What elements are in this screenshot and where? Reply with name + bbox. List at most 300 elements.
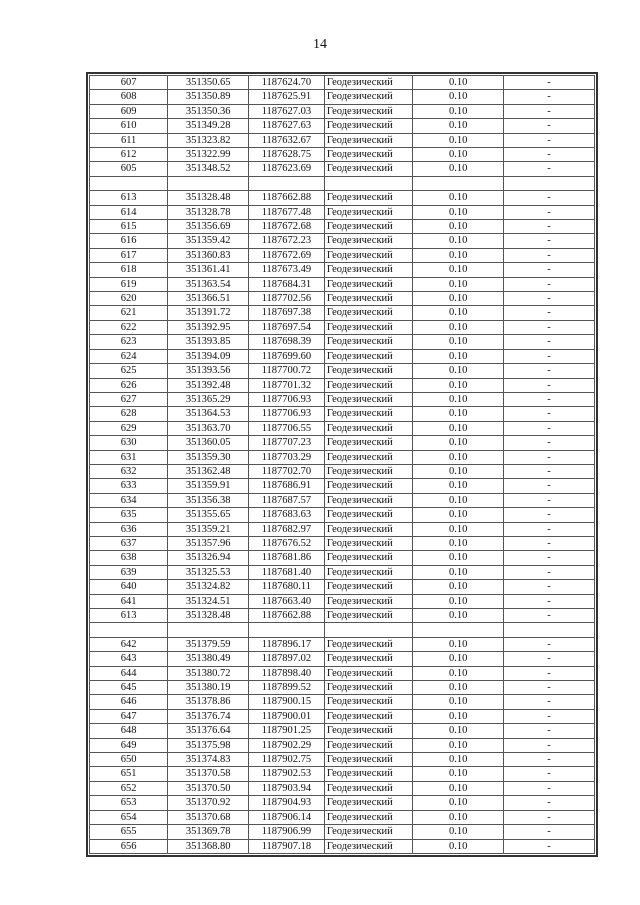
point-number: 650 <box>90 753 168 767</box>
point-number: 625 <box>90 364 168 378</box>
point-number: 644 <box>90 666 168 680</box>
method-cell: Геодезический <box>324 781 412 795</box>
description-cell: - <box>504 104 595 118</box>
point-number: 608 <box>90 90 168 104</box>
description-cell: - <box>504 162 595 176</box>
coordinate-x: 351366.51 <box>168 292 249 306</box>
description-cell: - <box>504 90 595 104</box>
description-cell: - <box>504 320 595 334</box>
coordinate-x: 351365.29 <box>168 392 249 406</box>
description-cell: - <box>504 263 595 277</box>
accuracy-cell: 0.10 <box>413 320 504 334</box>
method-cell: Геодезический <box>324 421 412 435</box>
coordinate-y: 1187625.91 <box>249 90 325 104</box>
table-row <box>90 594 595 608</box>
table-row <box>90 248 595 262</box>
coordinate-x: 351370.50 <box>168 781 249 795</box>
method-cell: Геодезический <box>324 450 412 464</box>
coordinate-x: 351376.64 <box>168 724 249 738</box>
description-cell: - <box>504 796 595 810</box>
accuracy-cell: 0.10 <box>413 753 504 767</box>
coordinate-x: 351356.69 <box>168 220 249 234</box>
description-cell: - <box>504 479 595 493</box>
description-cell: - <box>504 220 595 234</box>
description-cell: - <box>504 580 595 594</box>
accuracy-cell: 0.10 <box>413 436 504 450</box>
table-row <box>90 335 595 349</box>
method-cell: Геодезический <box>324 479 412 493</box>
accuracy-cell: 0.10 <box>413 306 504 320</box>
coordinate-x: 351380.19 <box>168 681 249 695</box>
method-cell: Геодезический <box>324 609 412 623</box>
accuracy-cell: 0.10 <box>413 220 504 234</box>
coordinate-y: 1187902.53 <box>249 767 325 781</box>
accuracy-cell: 0.10 <box>413 796 504 810</box>
coordinate-x: 351350.89 <box>168 90 249 104</box>
description-cell: - <box>504 306 595 320</box>
accuracy-cell: 0.10 <box>413 464 504 478</box>
coordinate-x: 351378.86 <box>168 695 249 709</box>
coordinate-y: 1187672.68 <box>249 220 325 234</box>
coordinate-y: 1187623.69 <box>249 162 325 176</box>
method-cell: Геодезический <box>324 825 412 839</box>
accuracy-cell: 0.10 <box>413 277 504 291</box>
table-row <box>90 306 595 320</box>
method-cell: Геодезический <box>324 407 412 421</box>
method-cell: Геодезический <box>324 104 412 118</box>
coordinate-x: 351375.98 <box>168 738 249 752</box>
coordinates-table <box>86 72 598 857</box>
accuracy-cell: 0.10 <box>413 148 504 162</box>
coordinate-y: 1187900.01 <box>249 709 325 723</box>
point-number: 627 <box>90 392 168 406</box>
coordinate-x: 351324.82 <box>168 580 249 594</box>
method-cell: Геодезический <box>324 119 412 133</box>
point-number: 652 <box>90 781 168 795</box>
method-cell: Геодезический <box>324 522 412 536</box>
description-cell: - <box>504 508 595 522</box>
point-number: 635 <box>90 508 168 522</box>
description-cell: - <box>504 609 595 623</box>
method-cell: Геодезический <box>324 292 412 306</box>
point-number: 642 <box>90 637 168 651</box>
accuracy-cell: 0.10 <box>413 781 504 795</box>
coordinate-x: 351370.58 <box>168 767 249 781</box>
coordinate-y: 1187686.91 <box>249 479 325 493</box>
point-number: 607 <box>90 76 168 90</box>
coordinate-y: 1187703.29 <box>249 450 325 464</box>
coordinate-x: 351362.48 <box>168 464 249 478</box>
point-number: 636 <box>90 522 168 536</box>
coordinate-x: 351380.72 <box>168 666 249 680</box>
description-cell: - <box>504 421 595 435</box>
coordinate-x: 351369.78 <box>168 825 249 839</box>
method-cell: Геодезический <box>324 205 412 219</box>
coordinate-y: 1187699.60 <box>249 349 325 363</box>
description-cell: - <box>504 810 595 824</box>
description-cell: - <box>504 205 595 219</box>
coordinate-x: 351370.68 <box>168 810 249 824</box>
point-number: 610 <box>90 119 168 133</box>
coordinate-y: 1187627.03 <box>249 104 325 118</box>
table-row <box>90 148 595 162</box>
accuracy-cell: 0.10 <box>413 551 504 565</box>
table-row <box>90 580 595 594</box>
point-number: 620 <box>90 292 168 306</box>
empty-cell <box>413 176 504 190</box>
description-cell: - <box>504 349 595 363</box>
point-number: 639 <box>90 565 168 579</box>
empty-cell <box>90 176 168 190</box>
description-cell: - <box>504 407 595 421</box>
coordinate-x: 351392.95 <box>168 320 249 334</box>
method-cell: Геодезический <box>324 378 412 392</box>
coordinate-x: 351326.94 <box>168 551 249 565</box>
coordinate-x: 351348.52 <box>168 162 249 176</box>
accuracy-cell: 0.10 <box>413 709 504 723</box>
method-cell: Геодезический <box>324 738 412 752</box>
accuracy-cell: 0.10 <box>413 810 504 824</box>
accuracy-cell: 0.10 <box>413 839 504 853</box>
description-cell: - <box>504 148 595 162</box>
coordinate-y: 1187900.15 <box>249 695 325 709</box>
point-number: 613 <box>90 609 168 623</box>
point-number: 621 <box>90 306 168 320</box>
method-cell: Геодезический <box>324 234 412 248</box>
point-number: 611 <box>90 133 168 147</box>
method-cell: Геодезический <box>324 306 412 320</box>
page-number: 14 <box>313 37 327 52</box>
description-cell: - <box>504 637 595 651</box>
description-cell: - <box>504 825 595 839</box>
description-cell: - <box>504 753 595 767</box>
accuracy-cell: 0.10 <box>413 637 504 651</box>
table-row <box>90 753 595 767</box>
coordinate-x: 351328.48 <box>168 191 249 205</box>
accuracy-cell: 0.10 <box>413 90 504 104</box>
accuracy-cell: 0.10 <box>413 76 504 90</box>
coordinate-x: 351350.65 <box>168 76 249 90</box>
coordinate-y: 1187628.75 <box>249 148 325 162</box>
table-row <box>90 839 595 853</box>
coordinate-y: 1187662.88 <box>249 609 325 623</box>
description-cell: - <box>504 767 595 781</box>
method-cell: Геодезический <box>324 810 412 824</box>
accuracy-cell: 0.10 <box>413 493 504 507</box>
method-cell: Геодезический <box>324 392 412 406</box>
coordinate-y: 1187672.23 <box>249 234 325 248</box>
coordinate-x: 351323.82 <box>168 133 249 147</box>
coordinate-y: 1187902.29 <box>249 738 325 752</box>
description-cell: - <box>504 119 595 133</box>
description-cell: - <box>504 277 595 291</box>
table-row <box>90 493 595 507</box>
table-row <box>90 695 595 709</box>
table-row <box>90 378 595 392</box>
point-number: 631 <box>90 450 168 464</box>
coordinate-y: 1187677.48 <box>249 205 325 219</box>
coordinate-x: 351350.36 <box>168 104 249 118</box>
method-cell: Геодезический <box>324 767 412 781</box>
method-cell: Геодезический <box>324 565 412 579</box>
table-row <box>90 76 595 90</box>
accuracy-cell: 0.10 <box>413 133 504 147</box>
accuracy-cell: 0.10 <box>413 479 504 493</box>
method-cell: Геодезический <box>324 551 412 565</box>
description-cell: - <box>504 450 595 464</box>
accuracy-cell: 0.10 <box>413 724 504 738</box>
description-cell: - <box>504 681 595 695</box>
point-number: 617 <box>90 248 168 262</box>
table-row <box>90 349 595 363</box>
coordinate-y: 1187702.56 <box>249 292 325 306</box>
empty-cell <box>504 176 595 190</box>
coordinate-y: 1187899.52 <box>249 681 325 695</box>
accuracy-cell: 0.10 <box>413 767 504 781</box>
point-number: 609 <box>90 104 168 118</box>
method-cell: Геодезический <box>324 220 412 234</box>
coordinate-y: 1187701.32 <box>249 378 325 392</box>
description-cell: - <box>504 652 595 666</box>
method-cell: Геодезический <box>324 536 412 550</box>
method-cell: Геодезический <box>324 148 412 162</box>
coordinate-y: 1187906.99 <box>249 825 325 839</box>
coordinate-y: 1187706.93 <box>249 407 325 421</box>
method-cell: Геодезический <box>324 335 412 349</box>
point-number: 632 <box>90 464 168 478</box>
coordinate-x: 351360.05 <box>168 436 249 450</box>
accuracy-cell: 0.10 <box>413 263 504 277</box>
method-cell: Геодезический <box>324 277 412 291</box>
coordinate-x: 351328.78 <box>168 205 249 219</box>
coordinate-y: 1187907.18 <box>249 839 325 853</box>
coordinate-y: 1187707.23 <box>249 436 325 450</box>
description-cell: - <box>504 839 595 853</box>
coordinate-y: 1187632.67 <box>249 133 325 147</box>
table-row <box>90 436 595 450</box>
accuracy-cell: 0.10 <box>413 407 504 421</box>
method-cell: Геодезический <box>324 637 412 651</box>
table-row <box>90 781 595 795</box>
point-number: 623 <box>90 335 168 349</box>
coordinate-x: 351391.72 <box>168 306 249 320</box>
point-number: 605 <box>90 162 168 176</box>
coordinate-x: 351322.99 <box>168 148 249 162</box>
coordinate-x: 351359.21 <box>168 522 249 536</box>
description-cell: - <box>504 565 595 579</box>
table-row <box>90 450 595 464</box>
method-cell: Геодезический <box>324 724 412 738</box>
accuracy-cell: 0.10 <box>413 825 504 839</box>
description-cell: - <box>504 493 595 507</box>
accuracy-cell: 0.10 <box>413 162 504 176</box>
coordinate-y: 1187903.94 <box>249 781 325 795</box>
point-number: 656 <box>90 839 168 853</box>
point-number: 612 <box>90 148 168 162</box>
accuracy-cell: 0.10 <box>413 695 504 709</box>
empty-cell <box>413 623 504 637</box>
coordinate-x: 351376.74 <box>168 709 249 723</box>
accuracy-cell: 0.10 <box>413 335 504 349</box>
table-row <box>90 263 595 277</box>
coordinate-y: 1187898.40 <box>249 666 325 680</box>
point-number: 613 <box>90 191 168 205</box>
coordinate-x: 351360.83 <box>168 248 249 262</box>
method-cell: Геодезический <box>324 436 412 450</box>
table-row <box>90 133 595 147</box>
method-cell: Геодезический <box>324 364 412 378</box>
accuracy-cell: 0.10 <box>413 450 504 464</box>
table-row <box>90 464 595 478</box>
coordinate-x: 351379.59 <box>168 637 249 651</box>
table-row <box>90 104 595 118</box>
coordinate-x: 351394.09 <box>168 349 249 363</box>
table-row <box>90 479 595 493</box>
description-cell: - <box>504 738 595 752</box>
point-number: 648 <box>90 724 168 738</box>
description-cell: - <box>504 666 595 680</box>
coordinate-y: 1187662.88 <box>249 191 325 205</box>
empty-cell <box>249 176 325 190</box>
point-number: 628 <box>90 407 168 421</box>
coordinate-y: 1187697.38 <box>249 306 325 320</box>
point-number: 649 <box>90 738 168 752</box>
empty-cell <box>324 176 412 190</box>
accuracy-cell: 0.10 <box>413 580 504 594</box>
point-number: 626 <box>90 378 168 392</box>
method-cell: Геодезический <box>324 162 412 176</box>
coordinate-x: 351370.92 <box>168 796 249 810</box>
method-cell: Геодезический <box>324 695 412 709</box>
coordinate-x: 351356.38 <box>168 493 249 507</box>
description-cell: - <box>504 248 595 262</box>
accuracy-cell: 0.10 <box>413 565 504 579</box>
table-row <box>90 421 595 435</box>
point-number: 655 <box>90 825 168 839</box>
coordinate-x: 351364.53 <box>168 407 249 421</box>
method-cell: Геодезический <box>324 508 412 522</box>
method-cell: Геодезический <box>324 753 412 767</box>
table-row <box>90 551 595 565</box>
coordinate-y: 1187672.69 <box>249 248 325 262</box>
description-cell: - <box>504 191 595 205</box>
point-number: 651 <box>90 767 168 781</box>
point-number: 614 <box>90 205 168 219</box>
coordinate-x: 351325.53 <box>168 565 249 579</box>
description-cell: - <box>504 436 595 450</box>
table-row <box>90 90 595 104</box>
table-row <box>90 637 595 651</box>
accuracy-cell: 0.10 <box>413 652 504 666</box>
accuracy-cell: 0.10 <box>413 378 504 392</box>
coordinate-y: 1187673.49 <box>249 263 325 277</box>
coordinate-y: 1187680.11 <box>249 580 325 594</box>
description-cell: - <box>504 133 595 147</box>
accuracy-cell: 0.10 <box>413 349 504 363</box>
coordinate-y: 1187627.63 <box>249 119 325 133</box>
coordinate-x: 351363.54 <box>168 277 249 291</box>
table-row <box>90 220 595 234</box>
accuracy-cell: 0.10 <box>413 205 504 219</box>
point-number: 629 <box>90 421 168 435</box>
method-cell: Геодезический <box>324 76 412 90</box>
coordinate-x: 351349.28 <box>168 119 249 133</box>
coordinate-y: 1187681.86 <box>249 551 325 565</box>
table-row <box>90 407 595 421</box>
coordinate-y: 1187687.57 <box>249 493 325 507</box>
description-cell: - <box>504 464 595 478</box>
accuracy-cell: 0.10 <box>413 292 504 306</box>
point-number: 637 <box>90 536 168 550</box>
accuracy-cell: 0.10 <box>413 364 504 378</box>
coordinate-y: 1187663.40 <box>249 594 325 608</box>
point-number: 624 <box>90 349 168 363</box>
method-cell: Геодезический <box>324 90 412 104</box>
accuracy-cell: 0.10 <box>413 104 504 118</box>
coordinates-grid <box>89 75 595 854</box>
coordinate-y: 1187897.02 <box>249 652 325 666</box>
method-cell: Геодезический <box>324 666 412 680</box>
point-number: 654 <box>90 810 168 824</box>
empty-cell <box>504 623 595 637</box>
table-row <box>90 709 595 723</box>
table-row <box>90 565 595 579</box>
point-number: 646 <box>90 695 168 709</box>
point-number: 638 <box>90 551 168 565</box>
coordinate-y: 1187681.40 <box>249 565 325 579</box>
method-cell: Геодезический <box>324 349 412 363</box>
table-row <box>90 119 595 133</box>
point-number: 645 <box>90 681 168 695</box>
point-number: 634 <box>90 493 168 507</box>
empty-cell <box>249 623 325 637</box>
point-number: 640 <box>90 580 168 594</box>
accuracy-cell: 0.10 <box>413 191 504 205</box>
method-cell: Геодезический <box>324 493 412 507</box>
coordinate-y: 1187906.14 <box>249 810 325 824</box>
coordinate-y: 1187702.70 <box>249 464 325 478</box>
coordinate-x: 351355.65 <box>168 508 249 522</box>
description-cell: - <box>504 594 595 608</box>
accuracy-cell: 0.10 <box>413 248 504 262</box>
coordinate-y: 1187904.93 <box>249 796 325 810</box>
accuracy-cell: 0.10 <box>413 666 504 680</box>
description-cell: - <box>504 392 595 406</box>
point-number: 618 <box>90 263 168 277</box>
table-row <box>90 609 595 623</box>
point-number: 630 <box>90 436 168 450</box>
method-cell: Геодезический <box>324 681 412 695</box>
method-cell: Геодезический <box>324 464 412 478</box>
table-row <box>90 392 595 406</box>
coordinate-y: 1187697.54 <box>249 320 325 334</box>
description-cell: - <box>504 76 595 90</box>
empty-cell <box>168 623 249 637</box>
method-cell: Геодезический <box>324 796 412 810</box>
table-row <box>90 522 595 536</box>
accuracy-cell: 0.10 <box>413 421 504 435</box>
coordinate-x: 351363.70 <box>168 421 249 435</box>
method-cell: Геодезический <box>324 652 412 666</box>
description-cell: - <box>504 292 595 306</box>
description-cell: - <box>504 364 595 378</box>
table-row <box>90 162 595 176</box>
point-number: 615 <box>90 220 168 234</box>
accuracy-cell: 0.10 <box>413 681 504 695</box>
empty-cell <box>168 176 249 190</box>
method-cell: Геодезический <box>324 709 412 723</box>
description-cell: - <box>504 335 595 349</box>
